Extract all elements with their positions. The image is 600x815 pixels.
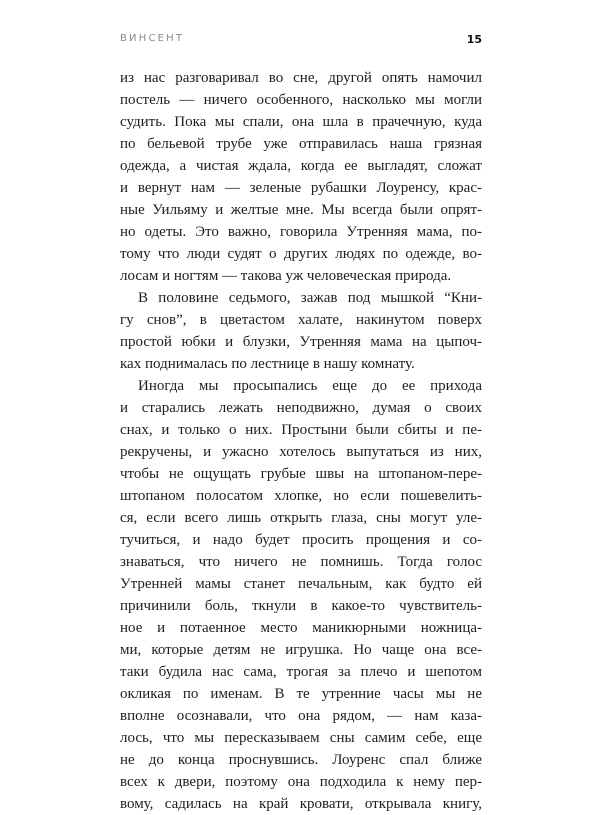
text-line: снах, и только о них. Простыни были сбиты и пе- bbox=[120, 422, 482, 438]
text-line: из нас разговаривал во сне, другой опять намочил bbox=[120, 70, 482, 86]
text-line: и вернут нам — зеленые рубашки Лоуренсу, крас- bbox=[120, 180, 482, 196]
text-line: и старались лежать неподвижно, думая о своих bbox=[120, 400, 482, 416]
text-line: ми, которые детям не игрушка. Но чаще она все- bbox=[120, 642, 482, 658]
text-line: окликая по именам. В те утренние часы мы не bbox=[120, 686, 482, 702]
text-line: вполне осознавали, что она рядом, — нам каза- bbox=[120, 708, 482, 724]
text-line: В половине седьмого, зажав под мышкой “Кни- bbox=[138, 290, 482, 306]
text-line: одежда, а чистая ждала, когда ее выгладят, сложат bbox=[120, 158, 482, 174]
text-line: таки будила нас сама, трогая за плечо и шепотом bbox=[120, 664, 482, 680]
text-line: по бельевой трубе уже отправилась наша грязная bbox=[120, 136, 482, 152]
running-title: ВИНСЕНТ bbox=[120, 33, 185, 44]
text-line: тому что люди судят о других людях по одежде, во- bbox=[120, 246, 482, 262]
text-line: судить. Пока мы спали, она шла в прачечную, куда bbox=[120, 114, 482, 130]
paragraph bbox=[120, 67, 482, 287]
text-line: гу снов”, в цветастом халате, накинутом поверх bbox=[120, 312, 482, 328]
paragraph bbox=[120, 375, 482, 815]
text-line: тучиться, и надо будет просить прощения и со- bbox=[120, 532, 482, 548]
text-line: чтобы не ощущать грубые швы на штопаном-пере- bbox=[120, 466, 482, 482]
text-line: лосам и ногтям — такова уж человеческая природа. bbox=[120, 268, 452, 284]
text-line: ся, если всего лишь открыть глаза, сны могут уле- bbox=[120, 510, 482, 526]
text-line: штопаном полосатом хлопке, но если пошевелить- bbox=[120, 488, 482, 504]
text-line: ные Уильяму и желтые мне. Мы всегда были опрят- bbox=[120, 202, 482, 218]
text-line: вому, садилась на край кровати, открывала книгу, bbox=[120, 796, 482, 812]
text-line: ное и потаенное место маникюрными ножница- bbox=[120, 620, 482, 636]
text-line: всех к двери, поэтому она подходила к нему пер- bbox=[120, 774, 482, 790]
text-line: знаваться, что ничего не помнишь. Тогда голос bbox=[120, 554, 482, 570]
text-line: рекручены, и ужасно хотелось выпутаться из них, bbox=[120, 444, 482, 460]
text-line: ках поднималась по лестнице в нашу комнату. bbox=[120, 356, 415, 372]
page-number: 15 bbox=[466, 33, 482, 46]
paragraph bbox=[120, 287, 482, 375]
text-line: Утренней мамы станет печальным, как будто ей bbox=[120, 576, 482, 592]
text-line: простой юбки и блузки, Утренняя мама на цыпоч- bbox=[120, 334, 482, 350]
text-line: но одеты. Это важно, говорила Утренняя мама, по- bbox=[120, 224, 482, 240]
text-line: постель — ничего особенного, насколько мы могли bbox=[120, 92, 482, 108]
text-line: не до конца проснувшись. Лоуренс спал ближе bbox=[120, 752, 482, 768]
text-line: лось, что мы пересказываем сны самим себе, еще bbox=[120, 730, 482, 746]
text-line: Иногда мы просыпались еще до ее прихода bbox=[138, 378, 482, 394]
body-text bbox=[120, 67, 482, 815]
text-line: причинили боль, ткнули в какое-то чувствитель- bbox=[120, 598, 482, 614]
